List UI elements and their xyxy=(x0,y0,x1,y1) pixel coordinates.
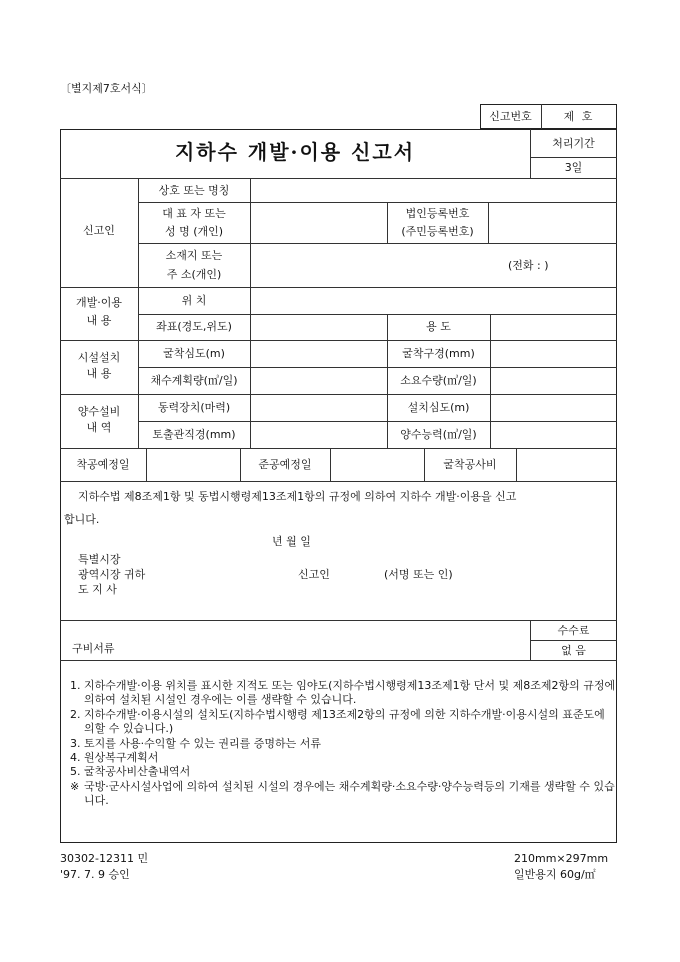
install-depth-label: 설치심도(m) xyxy=(407,401,470,414)
fee-value: 없 음 xyxy=(561,644,586,657)
location-label: 위 치 xyxy=(181,294,207,307)
corp-number-label-1: 법인등록번호 xyxy=(405,207,470,220)
pump-section-label-2: 내 역 xyxy=(86,421,112,434)
processing-period-label: 처리기간 xyxy=(552,137,595,150)
form-title: 지하수 개발·이용 신고서 xyxy=(174,140,416,164)
power-unit-label: 동력장치(마력) xyxy=(157,401,231,414)
documents-label: 구비서류 xyxy=(72,642,115,655)
list-item: ※ 국방·군사시설사업에 의하여 설치된 시설의 경우에는 채수계획량·소요수량·양수능력등의 기재를 생략할 수 있습니다. xyxy=(70,779,615,808)
processing-period-value: 3일 xyxy=(564,161,583,174)
footer-code: 30302-12311 민 xyxy=(60,852,149,865)
pumping-capacity-label: 양수능력(㎥/일) xyxy=(400,428,477,441)
footer-approved: '97. 7. 9 승인 xyxy=(60,868,130,881)
pump-section-label-1: 양수설비 xyxy=(77,405,121,418)
development-section-label-2: 내 용 xyxy=(86,314,112,327)
coordinates-label: 좌표(경도,위도) xyxy=(156,320,232,333)
recipient-line-1: 특별시장 xyxy=(78,553,121,566)
usage-label: 용 도 xyxy=(426,320,451,333)
facility-section-label-2: 내 용 xyxy=(86,367,112,380)
form-type-label: 〔별지제7호서식〕 xyxy=(60,82,153,95)
recipient-line-2: 광역시장 귀하 xyxy=(78,568,146,581)
representative-label-2: 성 명 (개인) xyxy=(164,225,224,238)
signature-hint: (서명 또는 인) xyxy=(384,568,453,581)
list-item: 5. 굴착공사비산출내역서 xyxy=(70,765,191,779)
drilling-contractor-label: 굴착공사비 xyxy=(443,458,497,471)
reporter-section-label: 신고인 xyxy=(83,224,115,237)
declaration-line-1: 지하수법 제8조제1항 및 동법시행령제13조제1항의 규정에 의하여 지하수 개발·이용을 신고 xyxy=(78,490,517,503)
list-item: 1. 지하수개발·이용 위치를 표시한 지적도 또는 임야도(지하수법시행령제13조제1항 단서 및 제8조제2항의 규정에 의하여 설치된 시설인 경우에는 이를 생략할 수 있습니다. xyxy=(70,679,616,707)
report-number-label: 신고번호 xyxy=(489,110,532,123)
discharge-pipe-label: 토출관직경(mm) xyxy=(152,428,236,441)
corp-number-label-2: (주민등록번호) xyxy=(401,225,474,238)
business-name-label: 상호 또는 명칭 xyxy=(158,184,230,197)
phone-label: (전화 : ) xyxy=(508,259,549,272)
development-section-label-1: 개발·이용 xyxy=(75,296,122,309)
list-item: 4. 원상복구계획서 xyxy=(70,751,159,765)
facility-section-label-1: 시설설치 xyxy=(77,351,121,364)
list-item: 2. 지하수개발·이용시설의 설치도(지하수법시행령 제13조제2항의 규정에 의한 지하수개발·이용시설의 표준도에 의할 수 있습니다.) xyxy=(70,707,605,736)
drilling-diameter-label: 굴착구경(mm) xyxy=(402,347,475,360)
signer-label: 신고인 xyxy=(298,568,330,581)
required-water-label: 소요수량(㎥/일) xyxy=(400,374,477,387)
address-label-1: 소재지 또는 xyxy=(165,249,223,262)
declaration-line-2: 합니다. xyxy=(64,513,100,526)
drilling-depth-label: 굴착심도(m) xyxy=(163,347,225,360)
footer-paper-size: 210mm×297mm xyxy=(514,852,609,865)
start-date-label: 착공예정일 xyxy=(76,458,130,471)
documents-list xyxy=(70,679,616,809)
recipient-line-3: 도 지 사 xyxy=(78,583,117,596)
list-item: 3. 토지를 사용·수익할 수 있는 권리를 증명하는 서류 xyxy=(70,736,321,750)
report-number-value: 제 호 xyxy=(563,110,595,123)
declaration-date: 년 월 일 xyxy=(272,535,311,548)
representative-label-1: 대 표 자 또는 xyxy=(162,207,226,220)
footer-paper-type: 일반용지 60g/㎡ xyxy=(514,868,596,881)
address-label-2: 주 소(개인) xyxy=(166,268,222,281)
fee-label: 수수료 xyxy=(557,624,590,637)
completion-date-label: 준공예정일 xyxy=(258,458,312,471)
planned-extraction-label: 채수계획량(㎥/일) xyxy=(150,374,238,387)
